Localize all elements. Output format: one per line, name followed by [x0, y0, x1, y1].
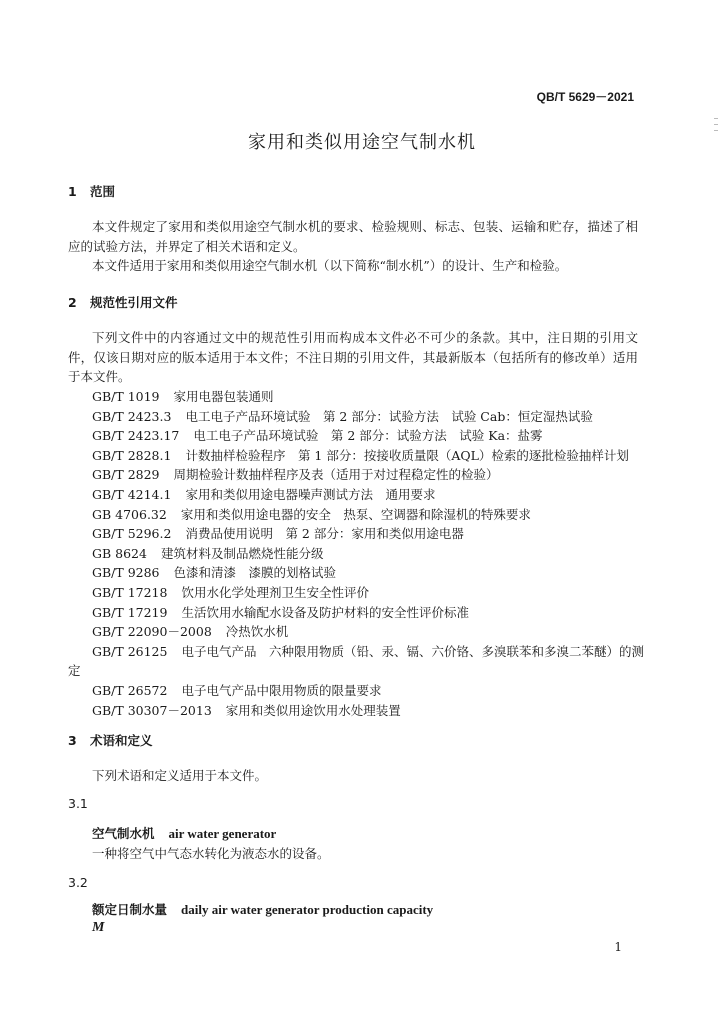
- term-symbol: M: [92, 920, 105, 935]
- reference-title: 电工电子产品环境试验 第 2 部分：试验方法 试验 Ka：盐雾: [193, 428, 543, 444]
- reference-code: GB/T 26572: [92, 683, 168, 698]
- section-number: 2: [68, 295, 77, 310]
- reference-item: [92, 563, 336, 581]
- reference-item: [92, 387, 274, 405]
- reference-title: 色漆和清漆 漆膜的划格试验: [173, 565, 337, 581]
- reference-code: GB/T 22090－2008: [92, 624, 212, 640]
- reference-title: 饮用水化学处理剂卫生安全性评价: [181, 585, 369, 600]
- term-chinese: 额定日制水量: [92, 902, 168, 917]
- reference-title: 家用和类似用途电器噪声测试方法 通用要求: [185, 487, 436, 502]
- section-number: 3: [68, 733, 77, 748]
- term-definition: 一种将空气中气态水转化为液态水的设备。: [92, 846, 330, 861]
- term-english: air water generator: [168, 826, 277, 841]
- reference-code: GB/T 17219: [92, 604, 168, 620]
- section-3-heading: [68, 731, 153, 749]
- section-1-paragraph-1: 本文件规定了家用和类似用途空气制水机的要求、检验规则、标志、包装、运输和贮存，描述了相应的试验方法，并界定了相关术语和定义。: [68, 219, 638, 254]
- section-1-paragraph-2: 本文件适用于家用和类似用途空气制水机（以下简称“制水机”）的设计、生产和检验。: [92, 258, 568, 273]
- reference-item: [92, 524, 464, 542]
- reference-wrap-tail: 定: [68, 663, 81, 679]
- reference-title: 电子电气产品中限用物质的限量要求: [181, 683, 382, 698]
- reference-code: GB/T 1019: [92, 389, 160, 404]
- reference-code: GB/T 4214.1: [92, 487, 172, 502]
- section-1-heading: [68, 182, 115, 200]
- term-english: daily air water generator production capacity: [181, 902, 434, 917]
- reference-title: 家用和类似用途饮用水处理装置: [225, 702, 401, 718]
- term-chinese: 空气制水机: [92, 826, 155, 841]
- standard-code: QB/T 5629－2021: [536, 90, 634, 104]
- reference-code: GB/T 30307－2013: [92, 702, 212, 718]
- reference-code: GB/T 2423.17: [92, 428, 180, 444]
- reference-code: GB/T 2829: [92, 467, 160, 483]
- reference-item: [92, 583, 369, 601]
- reference-code: GB 4706.32: [92, 506, 167, 522]
- reference-code: GB/T 17218: [92, 585, 168, 600]
- section-number: 1: [68, 184, 77, 199]
- term-entry: [92, 900, 433, 919]
- section-title: 术语和定义: [90, 733, 153, 748]
- reference-item: [92, 642, 644, 660]
- scan-edge-mark: [714, 130, 718, 131]
- reference-item: [92, 622, 288, 640]
- reference-code: GB/T 26125: [92, 643, 168, 659]
- reference-item: [92, 505, 531, 523]
- reference-title: 周期检验计数抽样程序及表（适用于对过程稳定性的检验）: [173, 467, 499, 483]
- reference-title: 家用和类似用途电器的安全 热泵、空调器和除湿机的特殊要求: [180, 506, 531, 522]
- reference-title: 建筑材料及制品燃烧性能分级: [160, 545, 324, 561]
- reference-code: GB 8624: [92, 545, 147, 561]
- section-title: 规范性引用文件: [90, 295, 178, 310]
- reference-item: [92, 485, 435, 503]
- reference-code: GB/T 2828.1: [92, 447, 172, 463]
- reference-title: 计数抽样检验程序 第 1 部分：按接收质量限（AQL）检索的逐批检验抽样计划: [185, 447, 629, 463]
- section-2-heading: [68, 293, 178, 311]
- page-number: 1: [614, 940, 622, 954]
- scan-edge-mark: [714, 124, 718, 125]
- section-title: 范围: [90, 184, 116, 199]
- scan-edge-mark: [714, 118, 718, 119]
- reference-code: GB/T 2423.3: [92, 408, 172, 424]
- reference-item: [92, 603, 469, 621]
- reference-title: 生活饮用水输配水设备及防护材料的安全性评价标准: [181, 604, 469, 620]
- term-number: 3.2: [68, 875, 88, 890]
- reference-title: 家用电器包装通则: [173, 389, 274, 404]
- section-2-intro: 下列文件中的内容通过文中的规范性引用而构成本文件必不可少的条款。其中，注日期的引用文件，仅该日期对应的版本适用于本文件；不注日期的引用文件，其最新版本（包括所有的修改单）适用于本文件。: [68, 330, 638, 384]
- reference-item: [92, 544, 323, 562]
- document-title: 家用和类似用途空气制水机: [248, 132, 476, 153]
- term-number: 3.1: [68, 796, 88, 811]
- reference-item: [92, 465, 499, 483]
- reference-title: 冷热饮水机: [225, 624, 289, 640]
- reference-item: [92, 407, 593, 425]
- reference-title: 电子电气产品 六种限用物质（铅、汞、镉、六价铬、多溴联苯和多溴二苯醚）的测: [181, 643, 644, 659]
- reference-title: 消费品使用说明 第 2 部分：家用和类似用途电器: [185, 526, 464, 542]
- reference-code: GB/T 9286: [92, 565, 160, 581]
- section-3-intro: 下列术语和定义适用于本文件。: [92, 768, 268, 783]
- reference-code: GB/T 5296.2: [92, 526, 172, 542]
- reference-item: [92, 701, 401, 719]
- reference-item: [92, 426, 543, 444]
- reference-item: [92, 446, 629, 464]
- reference-item: [92, 681, 381, 699]
- term-entry: [92, 824, 276, 843]
- reference-title: 电工电子产品环境试验 第 2 部分：试验方法 试验 Cab：恒定湿热试验: [185, 408, 593, 424]
